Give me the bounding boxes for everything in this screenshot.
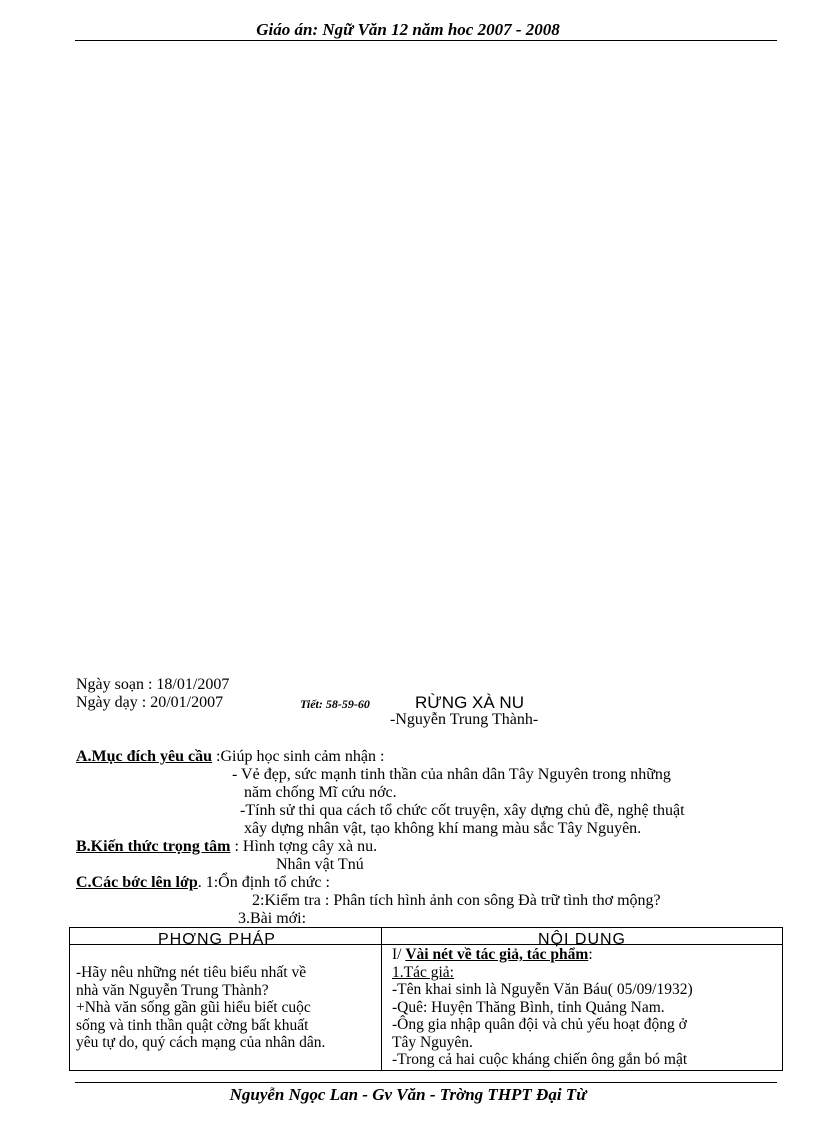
content-heading-text: Vài nét về tác giả, tác phẩm xyxy=(405,946,589,963)
lesson-author: -Nguyễn Trung Thành- xyxy=(390,711,539,728)
section-a-line-3: -Tính sử thi qua cách tổ chức cốt truyện, xây dựng chủ đề, nghệ thuật xyxy=(240,802,685,819)
section-b-heading xyxy=(76,838,377,856)
tiet-label: Tiết: 58-59-60 xyxy=(300,697,370,711)
content-line: -Tên khai sinh là Nguyễn Văn Báu( 05/09/1932) xyxy=(392,981,693,998)
section-a-line-1: - Vẻ đẹp, sức mạnh tinh thần của nhân dân Tây Nguyên trong những xyxy=(232,766,671,783)
table-header-noi-dung: NỘI DUNG xyxy=(538,931,626,948)
tac-gia-label: 1.Tác giả: xyxy=(392,963,454,981)
method-line: sống và tinh thần quật cờng bất khuất xyxy=(76,1016,309,1034)
content-subheading xyxy=(392,964,693,982)
table-column-divider xyxy=(381,928,382,1070)
lesson-table xyxy=(69,927,783,1071)
header-rule xyxy=(75,40,777,41)
content-line: -Ông gia nhập quân đội và chủ yếu hoạt động ở xyxy=(392,1016,687,1033)
section-b-line-2: Nhân vật Tnú xyxy=(276,856,364,873)
method-line: nhà văn Nguyễn Trung Thành? xyxy=(76,981,269,999)
section-b-label: B.Kiến thức trọng tâm xyxy=(76,838,231,855)
section-c-heading xyxy=(76,874,330,892)
section-c-label: C.Các bớc lên lớp xyxy=(76,874,198,891)
section-a-lead: :Giúp học sinh cảm nhận : xyxy=(212,748,385,765)
page-footer: Nguyễn Ngọc Lan - Gv Văn - Trờng THPT Đại Từ xyxy=(229,1085,587,1104)
footer-rule xyxy=(75,1082,777,1083)
content-line: -Trong cả hai cuộc kháng chiến ông gắn bó mật xyxy=(392,1051,688,1068)
method-line: +Nhà văn sống gần gũi hiểu biết cuộc xyxy=(76,999,311,1016)
section-a-line-4: xây dựng nhân vật, tạo không khí mang màu sắc Tây Nguyên. xyxy=(244,820,642,837)
section-a-line-2: năm chống Mĩ cứu nớc. xyxy=(244,784,397,801)
page-header: Giáo án: Ngữ Văn 12 năm hoc 2007 - 2008 xyxy=(256,20,560,39)
ngay-day: Ngày dạy : 20/01/2007 xyxy=(76,694,224,711)
lesson-title: RỪNG XÀ NU xyxy=(415,693,524,712)
table-header-phuong-phap: PHƠNG PHÁP xyxy=(158,931,276,948)
method-column xyxy=(76,964,325,1052)
section-a-label: A.Mục đích yêu cầu xyxy=(76,748,212,765)
content-line: -Quê: Huyện Thăng Bình, tỉnh Quảng Nam. xyxy=(392,998,665,1016)
content-column xyxy=(392,946,693,1069)
content-line: Tây Nguyên. xyxy=(392,1033,473,1051)
section-a-heading xyxy=(76,748,384,766)
section-b-lead: : Hình tợng cây xà nu. xyxy=(230,838,378,855)
section-c-line-3: 3.Bài mới: xyxy=(238,910,307,927)
content-heading xyxy=(392,946,693,964)
content-heading-suffix: : xyxy=(588,946,593,963)
section-c-lead: . 1:Ổn định tổ chức : xyxy=(197,874,330,891)
ngay-soan: Ngày soạn : 18/01/2007 xyxy=(76,676,230,693)
content-heading-prefix: I/ xyxy=(392,946,406,963)
method-line: yêu tự do, quý cách mạng của nhân dân. xyxy=(76,1034,326,1051)
section-c-line-2: 2:Kiểm tra : Phân tích hình ảnh con sông Đà trữ tình thơ mộng? xyxy=(252,892,661,909)
method-line: -Hãy nêu những nét tiêu biểu nhất về xyxy=(76,964,307,981)
